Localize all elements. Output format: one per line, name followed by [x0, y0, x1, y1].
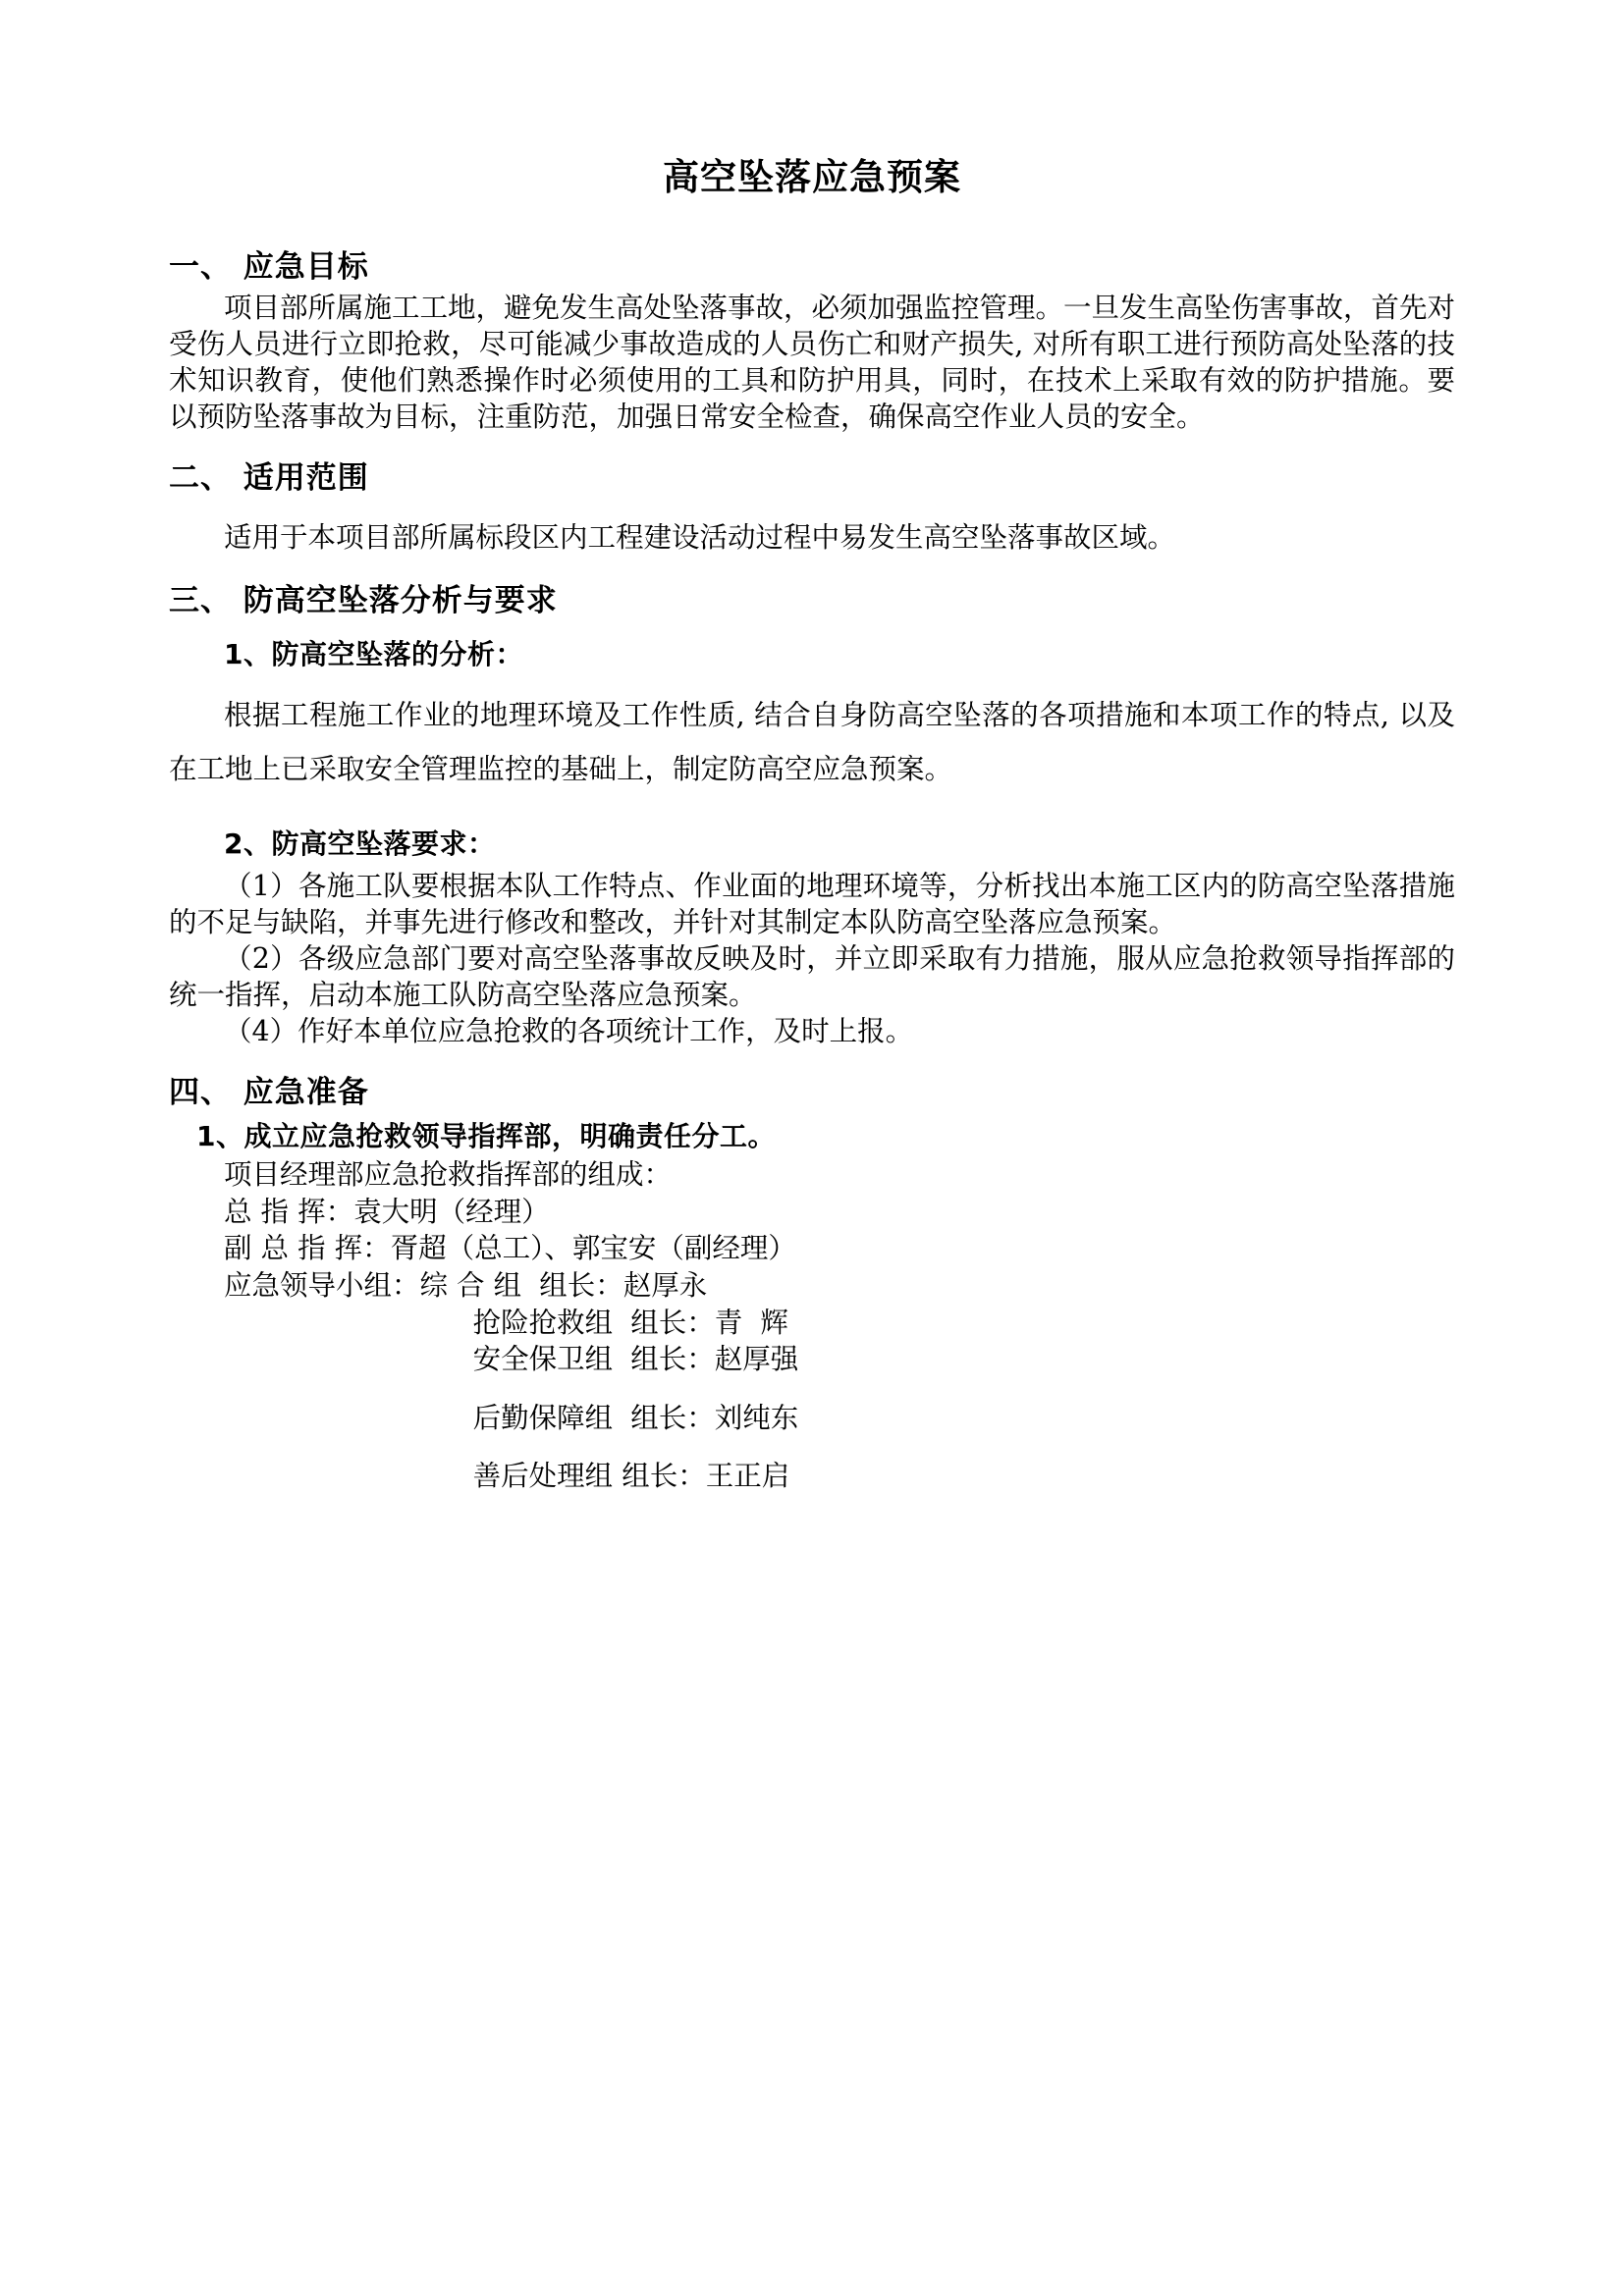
command-lead-text: 项目经理部应急抢救指挥部的组成：	[224, 1158, 673, 1192]
subsection-heading-requirements: 2、防高空坠落要求：	[224, 827, 496, 860]
section-emergency-goal	[169, 241, 1455, 435]
section-heading: 四、 应急准备	[169, 1075, 369, 1111]
section-paragraph: 项目部所属施工工地，避免发生高处坠落事故，必须加强监控管理。一旦发生高坠伤害事故，首先对受伤人员进行立即抢救，尽可能减少事故造成的人员伤亡和财产损失, 对所有职工进行预防高处坠落的技术知识教育，使他们熟悉操作时必须使用的工具和防护用具，同时，在技术上采取有效的防护措施。要以预防坠落事故为目标，注重防范，加强日常安全检查，确保高空作业人员的安全。	[169, 292, 1456, 434]
roster-line: 后勤保障组 组长：刘纯东	[224, 1401, 799, 1434]
section-paragraph: 适用于本项目部所属标段区内工程建设活动过程中易发生高空坠落事故区域。	[224, 521, 1176, 555]
section-heading: 三、 防高空坠落分析与要求	[169, 582, 558, 618]
page-title: 高空坠落应急预案	[663, 156, 961, 198]
subsection-heading-analysis: 1、防高空坠落的分析：	[224, 637, 523, 670]
section-scope	[169, 453, 1455, 565]
section-analysis-requirements	[169, 575, 1455, 1049]
subsection-heading-command: 1、成立应急抢救领导指挥部，明确责任分工。	[196, 1120, 776, 1153]
roster-line: 安全保卫组 组长：赵厚强	[224, 1343, 799, 1376]
section-heading: 二、 适用范围	[169, 460, 369, 497]
subsection-paragraph: （4）作好本单位应急抢救的各项统计工作，及时上报。	[224, 1015, 914, 1048]
subsection-paragraph: （1）各施工队要根据本队工作特点、作业面的地理环境等，分析找出本施工区内的防高空坠落措施的不足与缺陷，并事先进行修改和整改，并针对其制定本队防高空坠落应急预案。	[169, 869, 1455, 938]
roster-line: 应急领导小组：综 合 组 组长：赵厚永	[224, 1268, 708, 1302]
section-emergency-preparation	[169, 1067, 1455, 1495]
roster-line: 抢险抢救组 组长：青 辉	[224, 1306, 788, 1339]
roster-line: 善后处理组 组长：王正启	[224, 1460, 790, 1493]
subsection-paragraph: 根据工程施工作业的地理环境及工作性质, 结合自身防高空坠落的各项措施和本项工作的特点, 以及在工地上已采取安全管理监控的基础上，制定防高空应急预案。	[169, 698, 1455, 786]
roster-line: 总 指 挥：袁大明（经理）	[224, 1195, 550, 1228]
section-heading: 一、 应急目标	[169, 249, 369, 285]
roster-line: 副 总 指 挥：胥超（总工）、郭宝安（副经理）	[224, 1232, 796, 1265]
command-roster	[169, 1194, 1455, 1495]
subsection-paragraph: （2）各级应急部门要对高空坠落事故反映及时，并立即采取有力措施，服从应急抢救领导指挥部的统一指挥，启动本施工队防高空坠落应急预案。	[169, 941, 1455, 1012]
